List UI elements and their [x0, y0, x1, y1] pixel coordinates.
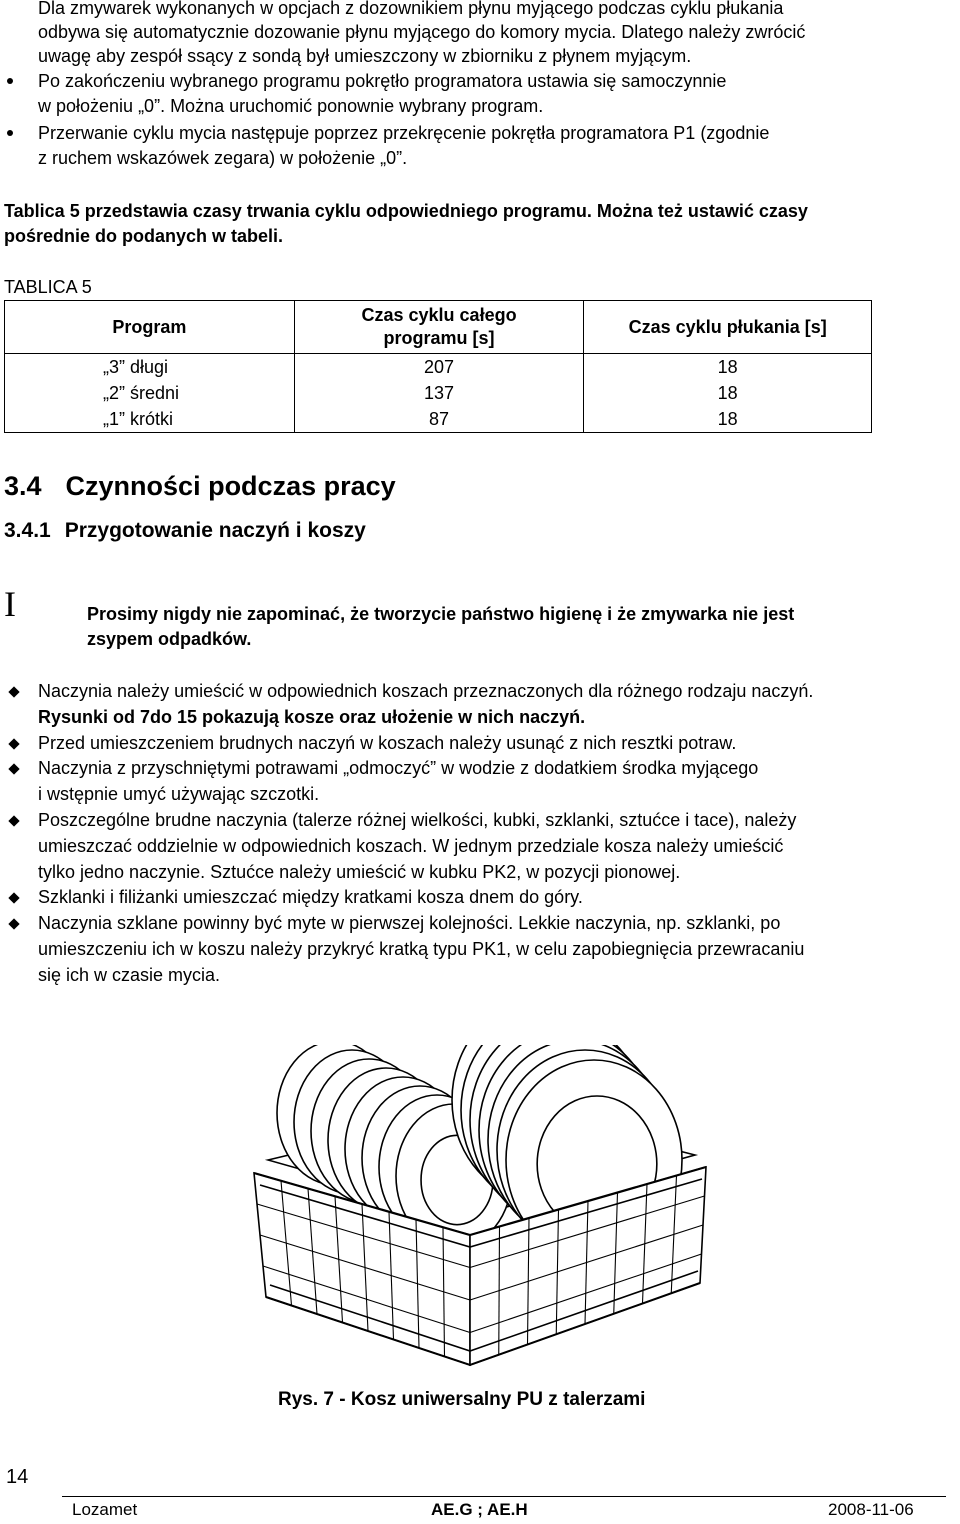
section-heading: [4, 471, 396, 501]
table-note: pośrednie do podanych w tabeli.: [4, 226, 284, 246]
cell-rinse: 18: [584, 406, 872, 433]
header-rinse-cycle: Czas cyklu płukania [s]: [584, 301, 872, 354]
basket-with-plates-figure: [240, 1045, 720, 1385]
table-caption: TABLICA 5: [4, 277, 92, 297]
footer-company: Lozamet: [72, 1500, 138, 1519]
cell-rinse: 18: [584, 354, 872, 381]
table-row: [5, 354, 872, 381]
subsection-heading: [4, 518, 366, 544]
bullet-line: Po zakończeniu wybranego programu pokrętło programatora ustawia się samoczynnie: [38, 71, 727, 91]
section-title: Czynności podczas pracy: [65, 471, 396, 501]
page-number: 14: [6, 1466, 29, 1488]
cell-rinse: 18: [584, 380, 872, 406]
info-icon: I: [4, 584, 16, 624]
intro-line: uwagę aby zespół ssący z sondą był umieszczony w zbiorniku z płynem myjącym.: [38, 46, 692, 66]
info-line: zsypem odpadków.: [87, 629, 252, 649]
diamond-bullet-icon: [8, 893, 19, 904]
diamond-bullet-icon: [8, 686, 19, 697]
diamond-bullet-icon: [8, 764, 19, 775]
subsection-number: 3.4.1: [4, 519, 51, 542]
instruction-line: się ich w czasie mycia.: [38, 964, 221, 985]
instruction-line: Przed umieszczeniem brudnych naczyń w koszach należy usunąć z nich resztki potraw.: [38, 732, 737, 753]
instruction-line: i wstępnie umyć używając szczotki.: [38, 784, 320, 805]
instruction-line: Naczynia szklane powinny być myte w pierwszej kolejności. Lekkie naczynia, np. szklanki, po: [38, 913, 781, 934]
bullet-line: Przerwanie cyklu mycia następuje poprzez przekręcenie pokrętła programatora P1 (zgodnie: [38, 123, 770, 143]
diamond-bullet-icon: [8, 815, 19, 826]
cell-program: „2” średni: [5, 380, 295, 406]
header-full-cycle: [294, 301, 584, 354]
instruction-line: Naczynia z przyschniętymi potrawami „odmoczyć” w wodzie z dodatkiem środka myjącego: [38, 758, 759, 779]
instruction-line: umieszczać oddzielnie w odpowiednich koszach. W jednym przedziale kosza należy umieścić: [38, 835, 784, 856]
bullet-icon: [7, 78, 13, 84]
instruction-line: Szklanki i filiżanki umieszczać między kratkami kosza dnem do góry.: [38, 887, 583, 908]
cell-full: 137: [294, 380, 584, 406]
footer-rule: [62, 1496, 946, 1497]
section-number: 3.4: [4, 471, 42, 501]
bullet-line: z ruchem wskazówek zegara) w położenie „0”.: [38, 148, 408, 168]
intro-line: odbywa się automatycznie dozowanie płynu myjącego do komory mycia. Dlatego należy zwrócić: [38, 22, 806, 42]
intro-line: Dla zmywarek wykonanych w opcjach z dozownikiem płynu myjącego podczas cyklu płukania: [38, 0, 784, 18]
header-program: Program: [5, 301, 295, 354]
diamond-bullet-icon: [8, 919, 19, 930]
cycle-times-table: [4, 300, 872, 433]
instruction-line: tylko jedno naczynie. Sztućce należy umieścić w kubku PK2, w pozycji pionowej.: [38, 861, 681, 882]
instruction-line: umieszczeniu ich w koszu należy przykryć kratką typu PK1, w celu zapobiegnięcia przewracaniu: [38, 939, 805, 959]
table-row: [5, 380, 872, 406]
cell-full: 207: [294, 354, 584, 381]
bullet-line: w położeniu „0”. Można uruchomić ponownie wybrany program.: [38, 96, 544, 116]
figure-caption: Rys. 7 - Kosz uniwersalny PU z talerzami: [278, 1389, 646, 1410]
diamond-bullet-icon: [8, 738, 19, 749]
footer-model: AE.G ; AE.H: [431, 1500, 528, 1519]
table-header-row: [5, 301, 872, 354]
table-note: Tablica 5 przedstawia czasy trwania cyklu odpowiedniego programu. Można też ustawić czasy: [4, 201, 808, 221]
instruction-line: Rysunki od 7do 15 pokazują kosze oraz ułożenie w nich naczyń.: [38, 706, 586, 727]
table-row: [5, 406, 872, 433]
cell-program: „1” krótki: [5, 406, 295, 433]
instruction-line: Poszczególne brudne naczynia (talerze różnej wielkości, kubki, szklanki, sztućce i tace), należy: [38, 810, 797, 830]
header-full-cycle-line2: programu [s]: [383, 328, 495, 348]
header-full-cycle-line1: Czas cyklu całego: [361, 305, 517, 325]
bullet-icon: [7, 130, 13, 136]
cell-program: „3” długi: [5, 354, 295, 381]
cell-full: 87: [294, 406, 584, 433]
subsection-title: Przygotowanie naczyń i koszy: [64, 519, 366, 542]
info-line: Prosimy nigdy nie zapominać, że tworzycie państwo higienę i że zmywarka nie jest: [87, 604, 795, 624]
footer-date: 2008-11-06: [828, 1500, 914, 1519]
instruction-line: Naczynia należy umieścić w odpowiednich koszach przeznaczonych dla różnego rodzaju naczyń.: [38, 681, 814, 701]
